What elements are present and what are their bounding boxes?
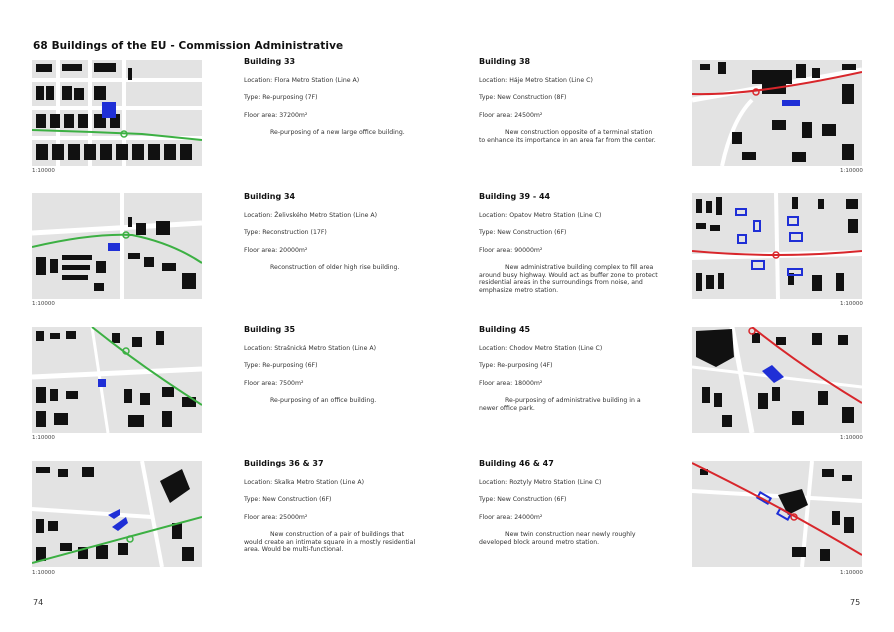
entry-title: Building 33 — [244, 57, 296, 66]
entry-building-46-47 — [479, 460, 659, 546]
entry-building-45 — [479, 326, 659, 412]
entry-location: Location: Flora Metro Station (Line A) — [244, 76, 360, 84]
entry-location: Location: Strašnická Metro Station (Line A) — [244, 344, 377, 352]
scale-label: 1:10000 — [32, 435, 55, 441]
scale-label: 1:10000 — [32, 301, 55, 307]
page-title: 68 Buildings of the EU - Commission Administrative — [33, 40, 344, 52]
entry-building-34 — [244, 193, 424, 272]
entry-description: New construction of a pair of buildings that would create an intimate square in a mostly residential area. Would be multi-functional. — [244, 531, 416, 553]
entry-location: Location: Chodov Metro Station (Line C) — [479, 344, 603, 352]
entry-description: Re-purposing of a new large office building. — [270, 129, 405, 136]
entry-type: Type: New Construction (6F) — [244, 496, 332, 503]
entry-location: Location: Roztyly Metro Station (Line C) — [479, 478, 602, 486]
entry-area: Floor area: 7500m² — [244, 379, 304, 387]
entry-building-33 — [244, 58, 424, 137]
entry-title: Building 35 — [244, 325, 296, 334]
entry-type: Type: New Construction (6F) — [479, 229, 567, 236]
entry-title: Building 39 - 44 — [479, 192, 551, 201]
entry-type: Type: Reconstruction (17F) — [244, 229, 327, 236]
scale-label: 1:10000 — [840, 168, 863, 174]
entry-type: Type: Re-purposing (6F) — [244, 362, 318, 369]
scale-label: 1:10000 — [32, 570, 55, 576]
scale-label: 1:10000 — [840, 435, 863, 441]
scale-label: 1:10000 — [840, 301, 863, 307]
entry-area: Floor area: 18000m² — [479, 379, 543, 387]
entry-description: New twin construction near newly roughly developed block around metro station. — [479, 531, 636, 546]
entry-building-35 — [244, 326, 424, 405]
entry-location: Location: Skalka Metro Station (Line A) — [244, 478, 364, 486]
entry-location: Location: Opatov Metro Station (Line C) — [479, 211, 602, 219]
entry-description: New administrative building complex to fill area around busy highway. Would act as buffer zone to protect residential areas in the surroundings from noise, and emphasize metro station. — [479, 264, 658, 294]
entry-location: Location: Háje Metro Station (Line C) — [479, 76, 593, 84]
map-building-35 — [32, 327, 202, 433]
entry-area: Floor area: 90000m² — [479, 246, 543, 254]
entry-area: Floor area: 37200m² — [244, 111, 308, 119]
scale-label: 1:10000 — [32, 168, 55, 174]
map-building-33 — [32, 60, 202, 166]
entry-area: Floor area: 20000m² — [244, 246, 308, 254]
entry-area: Floor area: 25000m² — [244, 513, 308, 521]
entry-description: Reconstruction of older high rise building. — [270, 264, 400, 271]
page-number-left: 74 — [33, 598, 44, 607]
entry-building-39-44 — [479, 193, 659, 294]
entry-description: Re-purposing of an office building. — [270, 397, 377, 404]
entry-title: Building 34 — [244, 192, 296, 201]
entry-type: Type: Re-purposing (4F) — [479, 362, 553, 369]
scale-label: 1:10000 — [840, 570, 863, 576]
entry-building-36-37 — [244, 460, 424, 554]
entry-title: Building 45 — [479, 325, 531, 334]
map-building-45 — [692, 327, 862, 433]
map-building-34 — [32, 193, 202, 299]
entry-title: Building 46 & 47 — [479, 459, 554, 468]
map-building-46-47 — [692, 461, 862, 567]
entry-title: Buildings 36 & 37 — [244, 459, 324, 468]
entry-type: Type: New Construction (8F) — [479, 94, 567, 101]
page-number-right: 75 — [850, 598, 861, 607]
entry-type: Type: New Construction (6F) — [479, 496, 567, 503]
entry-area: Floor area: 24500m² — [479, 111, 543, 119]
entry-title: Building 38 — [479, 57, 531, 66]
entry-description: Re-purposing of administrative building in a newer office park. — [479, 397, 641, 412]
entry-location: Location: Želivského Metro Station (Line A) — [244, 211, 378, 219]
map-building-36-37 — [32, 461, 202, 567]
entry-description: New construction opposite of a terminal station to enhance its importance in an area far from the center. — [479, 129, 656, 144]
map-building-39-44 — [692, 193, 862, 299]
entry-building-38 — [479, 58, 659, 144]
entry-area: Floor area: 24000m² — [479, 513, 543, 521]
map-building-38 — [692, 60, 862, 166]
entry-type: Type: Re-purposing (7F) — [244, 94, 318, 101]
